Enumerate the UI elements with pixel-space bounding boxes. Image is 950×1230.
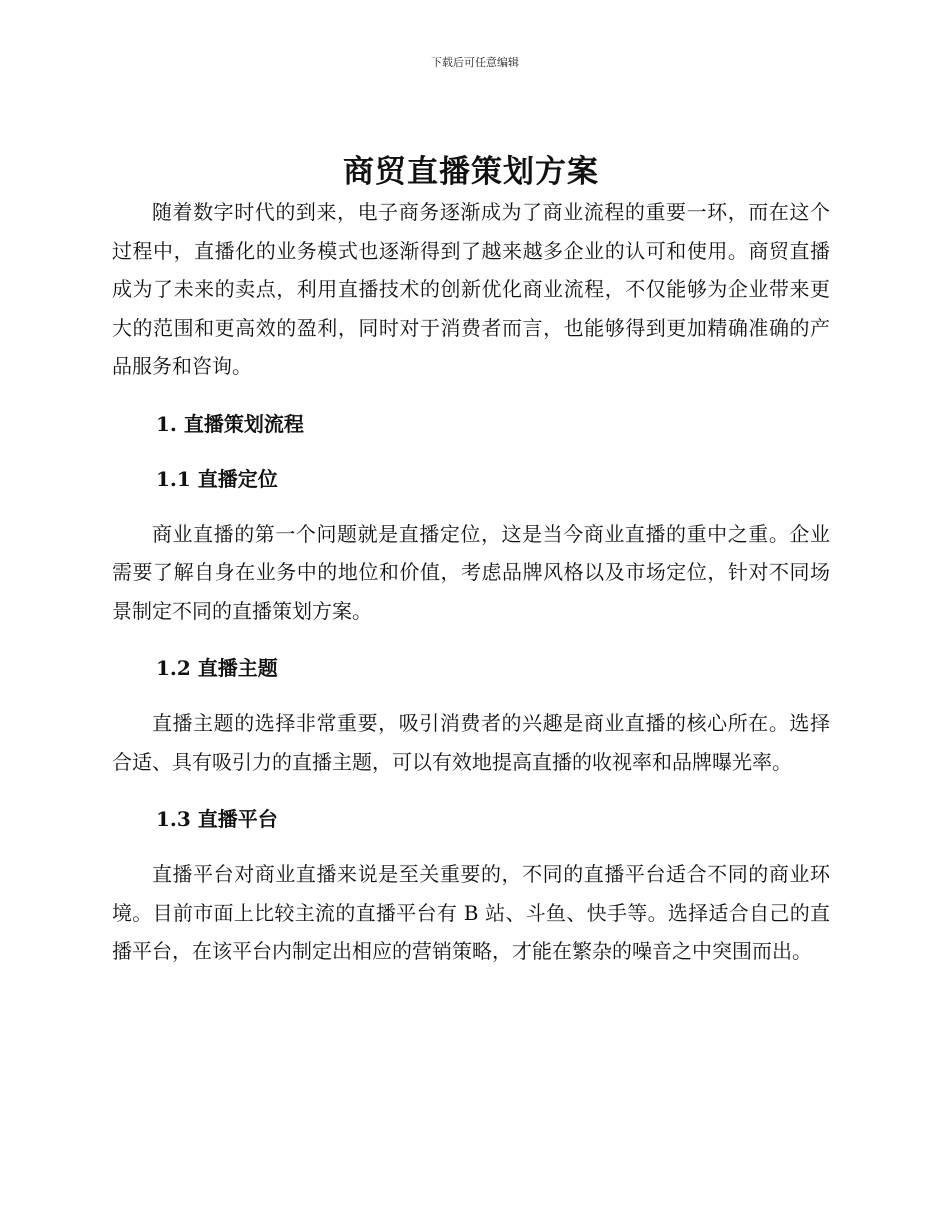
header-note: 下载后可任意编辑 xyxy=(431,56,519,69)
section-paragraph-1-2: 直播主题的选择非常重要，吸引消费者的兴趣是商业直播的核心所在。选择合适、具有吸引力的直播主题，可以有效地提高直播的收视率和品牌曝光率。 xyxy=(112,711,830,774)
intro-paragraph: 随着数字时代的到来，电子商务逐渐成为了商业流程的重要一环，而在这个过程中，直播化的业务模式也逐渐得到了越来越多企业的认可和使用。商贸直播成为了未来的卖点，利用直播技术的创新优化商业流程，不仅能够为企业带来更大的范围和更高效的盈利，同时对于消费者而言，也能够得到更加精确准确的产品服务和咨询。 xyxy=(112,200,830,378)
document-content xyxy=(112,145,830,971)
page-title: 商贸直播策划方案 xyxy=(343,154,599,190)
section-heading-1-3: 1.3 直播平台 xyxy=(156,807,278,831)
section-heading-1-1: 1.1 直播定位 xyxy=(156,466,278,491)
section-heading-1-2: 1.2 直播主题 xyxy=(156,656,278,680)
section-heading-1: 1. 直播策划流程 xyxy=(156,411,304,436)
section-paragraph-1-3: 直播平台对商业直播来说是至关重要的，不同的直播平台适合不同的商业环境。目前市面上比较主流的直播平台有 B 站、斗鱼、快手等。选择适合自己的直播平台，在该平台内制定出相应的营销策略，才能在繁杂的噪音之中突围而出。 xyxy=(112,862,830,963)
section-paragraph-1-1: 商业直播的第一个问题就是直播定位，这是当今商业直播的重中之重。企业需要了解自身在业务中的地位和价值，考虑品牌风格以及市场定位，针对不同场景制定不同的直播策划方案。 xyxy=(112,521,830,623)
